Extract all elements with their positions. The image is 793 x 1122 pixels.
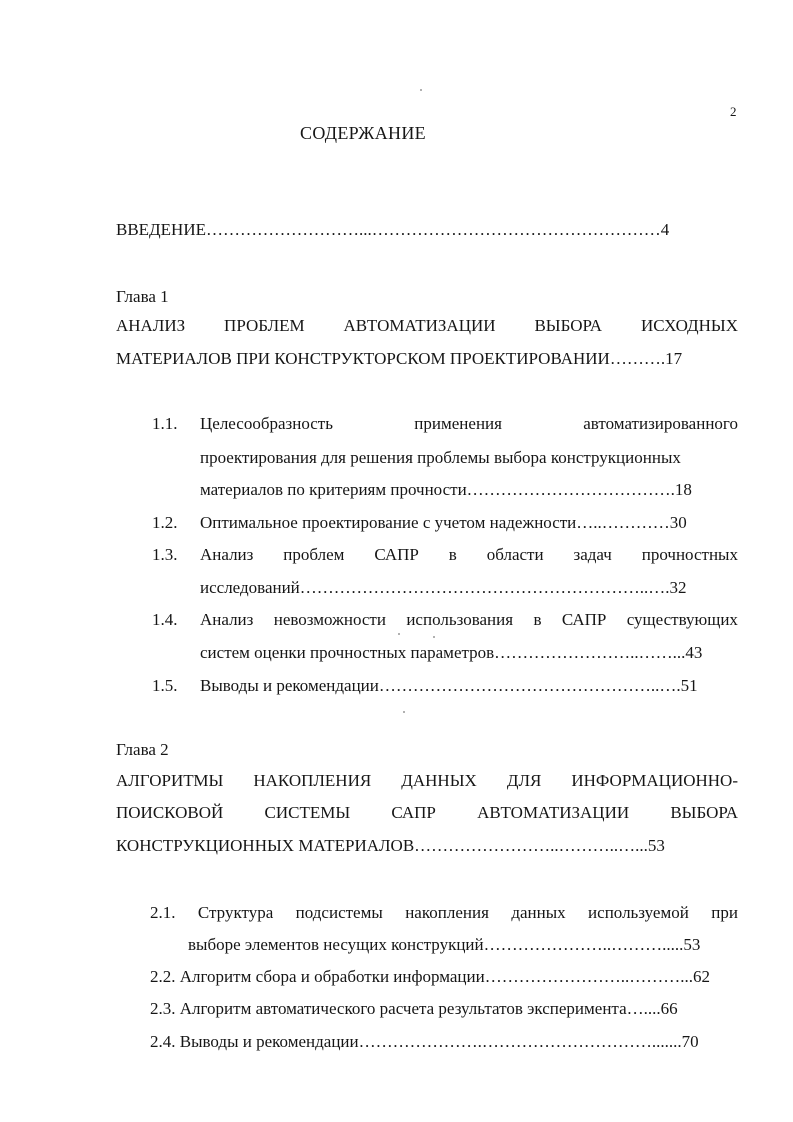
section-2-4[interactable]: 2.4. Выводы и рекомендации………………….………………………….......70 xyxy=(150,1032,699,1051)
section-1-2-line-1[interactable]: Оптимальное проектирование с учетом надежности…..…………30 xyxy=(200,513,687,532)
section-1-3-number: 1.3. xyxy=(152,545,178,564)
section-2-1-line-1[interactable] xyxy=(150,902,738,924)
section-1-5-line-1[interactable]: Выводы и рекомендации…………………………………………..….51 xyxy=(200,676,698,695)
entry-word: Анализ xyxy=(200,610,254,629)
title-word: АЛГОРИТМЫ xyxy=(116,771,224,790)
entry-word: проблем xyxy=(283,545,345,564)
scan-speck xyxy=(398,633,400,635)
section-1-3-line-1[interactable] xyxy=(200,544,738,566)
section-1-1-number: 1.1. xyxy=(152,414,178,433)
entry-word: задач xyxy=(573,545,612,564)
entry-word: подсистемы xyxy=(295,903,383,922)
title-word: ВЫБОРА xyxy=(534,316,603,335)
title-word: ДЛЯ xyxy=(506,771,542,790)
entry-word: 2.1. xyxy=(150,903,176,922)
chapter-2-label: Глава 2 xyxy=(116,740,169,759)
entry-word: прочностных xyxy=(641,545,738,564)
title-word: ВЫБОРА xyxy=(670,803,738,822)
entry-word: автоматизированного xyxy=(583,414,738,433)
title-word: ПОИСКОВОЙ xyxy=(116,803,224,822)
title-word: ДАННЫХ xyxy=(401,771,477,790)
chapter-2-title-line-3[interactable]: КОНСТРУКЦИОННЫХ МАТЕРИАЛОВ……………………..………..…...53 xyxy=(116,836,665,855)
entry-word: при xyxy=(711,903,738,922)
page-number: 2 xyxy=(730,104,737,119)
chapter-1-label: Глава 1 xyxy=(116,287,169,306)
section-2-1-line-2[interactable]: выборе элементов несущих конструкций…………………..……….....53 xyxy=(188,935,701,954)
section-1-1-line-2[interactable]: проектирования для решения проблемы выбора конструкционных xyxy=(200,448,681,467)
scan-speck xyxy=(403,711,405,713)
toc-entry-introduction[interactable]: ВВЕДЕНИЕ………………………...……………………………………………4 xyxy=(116,220,670,239)
section-1-5-number: 1.5. xyxy=(152,676,178,695)
section-2-2[interactable]: 2.2. Алгоритм сбора и обработки информации……………………..………...62 xyxy=(150,967,710,986)
scan-speck xyxy=(433,636,435,638)
entry-word: невозможности xyxy=(273,610,386,629)
title-word: ПРОБЛЕМ xyxy=(224,316,305,335)
title-word: АНАЛИЗ xyxy=(116,316,186,335)
section-2-3[interactable]: 2.3. Алгоритм автоматического расчета результатов эксперимента…....66 xyxy=(150,999,678,1018)
scan-speck xyxy=(420,89,422,91)
chapter-1-title-line-1[interactable] xyxy=(116,315,738,337)
entry-word: области xyxy=(486,545,544,564)
entry-word: Анализ xyxy=(200,545,254,564)
section-1-2-number: 1.2. xyxy=(152,513,178,532)
entry-word: накопления xyxy=(405,903,489,922)
section-1-1-line-1[interactable] xyxy=(200,413,738,435)
section-1-4-line-2[interactable]: систем оценки прочностных параметров……………………..……...43 xyxy=(200,643,703,662)
section-1-3-line-2[interactable]: исследований……………………………………………………..….32 xyxy=(200,578,687,597)
page-title: СОДЕРЖАНИЕ xyxy=(300,123,426,143)
entry-word: в xyxy=(533,610,542,629)
title-word: ИСХОДНЫХ xyxy=(640,316,738,335)
chapter-2-title-line-2[interactable] xyxy=(116,802,738,824)
title-word: НАКОПЛЕНИЯ xyxy=(253,771,372,790)
entry-word: САПР xyxy=(374,545,419,564)
entry-word: используемой xyxy=(588,903,689,922)
title-word: АВТОМАТИЗАЦИИ xyxy=(477,803,630,822)
entry-word: Структура xyxy=(197,903,274,922)
section-1-4-number: 1.4. xyxy=(152,610,178,629)
entry-word: применения xyxy=(414,414,502,433)
entry-word: в xyxy=(448,545,457,564)
entry-word: использования xyxy=(406,610,514,629)
entry-word: существующих xyxy=(626,610,738,629)
title-word: ИНФОРМАЦИОННО- xyxy=(571,771,738,790)
entry-word: Целесообразность xyxy=(200,414,333,433)
chapter-1-title-line-2[interactable]: МАТЕРИАЛОВ ПРИ КОНСТРУКТОРСКОМ ПРОЕКТИРОВАНИИ……….17 xyxy=(116,349,683,368)
chapter-2-title-line-1[interactable] xyxy=(116,770,738,792)
section-1-4-line-1[interactable] xyxy=(200,609,738,631)
entry-word: САПР xyxy=(561,610,607,629)
title-word: СИСТЕМЫ xyxy=(264,803,351,822)
entry-word: данных xyxy=(511,903,566,922)
title-word: САПР xyxy=(391,803,436,822)
section-1-1-line-3[interactable]: материалов по критериям прочности……………………………….18 xyxy=(200,480,692,499)
title-word: АВТОМАТИЗАЦИИ xyxy=(343,316,496,335)
